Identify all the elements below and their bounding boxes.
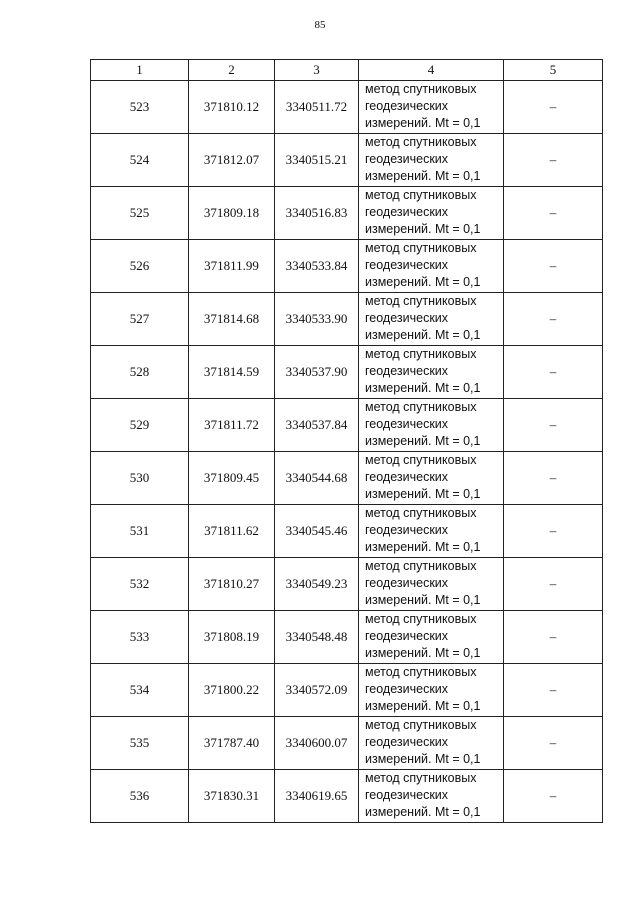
point-number-cell: 524 xyxy=(91,134,189,187)
coordinate-x-cell: 371811.62 xyxy=(189,505,275,558)
point-number-cell: 534 xyxy=(91,664,189,717)
coordinate-y-cell: 3340572.09 xyxy=(275,664,359,717)
method-line: метод спутниковых xyxy=(365,188,477,202)
method-line: геодезических xyxy=(365,205,449,219)
method-line: измерений. Mt = 0,1 xyxy=(365,328,481,342)
note-cell: – xyxy=(504,664,603,717)
column-header-3: 3 xyxy=(275,60,359,81)
table-row xyxy=(91,81,603,134)
method-cell xyxy=(359,452,504,505)
table-row xyxy=(91,399,603,452)
note-cell: – xyxy=(504,558,603,611)
table-row xyxy=(91,134,603,187)
method-line: измерений. Mt = 0,1 xyxy=(365,169,481,183)
coordinate-y-cell: 3340511.72 xyxy=(275,81,359,134)
coordinate-x-cell: 371830.31 xyxy=(189,770,275,823)
method-line: метод спутниковых xyxy=(365,771,477,785)
point-number-cell: 536 xyxy=(91,770,189,823)
point-number-cell: 526 xyxy=(91,240,189,293)
method-cell xyxy=(359,81,504,134)
note-cell: – xyxy=(504,134,603,187)
coordinate-y-cell: 3340619.65 xyxy=(275,770,359,823)
method-line: геодезических xyxy=(365,682,449,696)
column-header-5: 5 xyxy=(504,60,603,81)
method-line: измерений. Mt = 0,1 xyxy=(365,646,481,660)
method-line: измерений. Mt = 0,1 xyxy=(365,752,481,766)
method-line: геодезических xyxy=(365,523,449,537)
method-cell xyxy=(359,187,504,240)
coordinate-y-cell: 3340537.84 xyxy=(275,399,359,452)
note-cell: – xyxy=(504,717,603,770)
method-line: геодезических xyxy=(365,152,449,166)
method-line: геодезических xyxy=(365,311,449,325)
method-line: геодезических xyxy=(365,629,449,643)
coordinate-y-cell: 3340545.46 xyxy=(275,505,359,558)
method-line: метод спутниковых xyxy=(365,559,477,573)
coordinate-y-cell: 3340548.48 xyxy=(275,611,359,664)
table-row xyxy=(91,664,603,717)
method-line: измерений. Mt = 0,1 xyxy=(365,699,481,713)
coordinate-y-cell: 3340533.84 xyxy=(275,240,359,293)
coordinate-y-cell: 3340549.23 xyxy=(275,558,359,611)
page-number: 85 xyxy=(314,19,326,31)
method-line: метод спутниковых xyxy=(365,347,477,361)
note-cell: – xyxy=(504,611,603,664)
method-line: метод спутниковых xyxy=(365,665,477,679)
coordinate-x-cell: 371811.99 xyxy=(189,240,275,293)
method-cell xyxy=(359,717,504,770)
coordinate-x-cell: 371809.45 xyxy=(189,452,275,505)
table-row xyxy=(91,558,603,611)
coordinate-x-cell: 371809.18 xyxy=(189,187,275,240)
method-cell xyxy=(359,558,504,611)
note-cell: – xyxy=(504,81,603,134)
method-cell xyxy=(359,611,504,664)
method-line: метод спутниковых xyxy=(365,241,477,255)
method-line: метод спутниковых xyxy=(365,82,477,96)
coordinate-x-cell: 371812.07 xyxy=(189,134,275,187)
method-line: измерений. Mt = 0,1 xyxy=(365,222,481,236)
method-line: геодезических xyxy=(365,99,449,113)
note-cell: – xyxy=(504,240,603,293)
method-line: геодезических xyxy=(365,735,449,749)
point-number-cell: 530 xyxy=(91,452,189,505)
method-line: геодезических xyxy=(365,258,449,272)
table-row xyxy=(91,240,603,293)
coordinate-x-cell: 371808.19 xyxy=(189,611,275,664)
column-header-4: 4 xyxy=(359,60,504,81)
coordinate-x-cell: 371800.22 xyxy=(189,664,275,717)
method-line: измерений. Mt = 0,1 xyxy=(365,805,481,819)
method-line: геодезических xyxy=(365,364,449,378)
method-line: метод спутниковых xyxy=(365,135,477,149)
method-cell xyxy=(359,134,504,187)
method-cell xyxy=(359,293,504,346)
point-number-cell: 533 xyxy=(91,611,189,664)
method-line: метод спутниковых xyxy=(365,453,477,467)
method-line: метод спутниковых xyxy=(365,400,477,414)
table-row xyxy=(91,187,603,240)
point-number-cell: 527 xyxy=(91,293,189,346)
point-number-cell: 523 xyxy=(91,81,189,134)
column-header-2: 2 xyxy=(189,60,275,81)
method-line: геодезических xyxy=(365,576,449,590)
method-line: геодезических xyxy=(365,470,449,484)
table-row xyxy=(91,717,603,770)
table-row xyxy=(91,505,603,558)
note-cell: – xyxy=(504,399,603,452)
method-cell xyxy=(359,664,504,717)
note-cell: – xyxy=(504,770,603,823)
coordinate-y-cell: 3340600.07 xyxy=(275,717,359,770)
point-number-cell: 532 xyxy=(91,558,189,611)
table-row xyxy=(91,452,603,505)
method-line: метод спутниковых xyxy=(365,294,477,308)
table-row xyxy=(91,611,603,664)
coordinate-y-cell: 3340533.90 xyxy=(275,293,359,346)
coordinate-x-cell: 371814.59 xyxy=(189,346,275,399)
method-line: метод спутниковых xyxy=(365,718,477,732)
note-cell: – xyxy=(504,187,603,240)
method-line: метод спутниковых xyxy=(365,506,477,520)
method-cell xyxy=(359,399,504,452)
method-line: метод спутниковых xyxy=(365,612,477,626)
method-line: геодезических xyxy=(365,417,449,431)
table-header xyxy=(91,60,603,81)
note-cell: – xyxy=(504,505,603,558)
point-number-cell: 528 xyxy=(91,346,189,399)
method-cell xyxy=(359,770,504,823)
coordinate-x-cell: 371814.68 xyxy=(189,293,275,346)
column-header-1: 1 xyxy=(91,60,189,81)
coordinates-table xyxy=(90,59,603,823)
table-row xyxy=(91,346,603,399)
method-line: измерений. Mt = 0,1 xyxy=(365,275,481,289)
table-body xyxy=(91,81,603,823)
method-line: измерений. Mt = 0,1 xyxy=(365,434,481,448)
method-line: измерений. Mt = 0,1 xyxy=(365,593,481,607)
point-number-cell: 529 xyxy=(91,399,189,452)
method-line: измерений. Mt = 0,1 xyxy=(365,116,481,130)
method-cell xyxy=(359,346,504,399)
coordinate-x-cell: 371787.40 xyxy=(189,717,275,770)
note-cell: – xyxy=(504,293,603,346)
method-line: измерений. Mt = 0,1 xyxy=(365,487,481,501)
coordinate-y-cell: 3340515.21 xyxy=(275,134,359,187)
table-row xyxy=(91,293,603,346)
table-header-row xyxy=(91,60,603,81)
method-line: измерений. Mt = 0,1 xyxy=(365,381,481,395)
point-number-cell: 531 xyxy=(91,505,189,558)
coordinate-x-cell: 371810.12 xyxy=(189,81,275,134)
point-number-cell: 525 xyxy=(91,187,189,240)
coordinate-x-cell: 371811.72 xyxy=(189,399,275,452)
table-row xyxy=(91,770,603,823)
coordinate-x-cell: 371810.27 xyxy=(189,558,275,611)
method-cell xyxy=(359,240,504,293)
note-cell: – xyxy=(504,452,603,505)
coordinate-y-cell: 3340516.83 xyxy=(275,187,359,240)
coordinate-y-cell: 3340537.90 xyxy=(275,346,359,399)
point-number-cell: 535 xyxy=(91,717,189,770)
coordinate-y-cell: 3340544.68 xyxy=(275,452,359,505)
method-cell xyxy=(359,505,504,558)
method-line: измерений. Mt = 0,1 xyxy=(365,540,481,554)
note-cell: – xyxy=(504,346,603,399)
method-line: геодезических xyxy=(365,788,449,802)
